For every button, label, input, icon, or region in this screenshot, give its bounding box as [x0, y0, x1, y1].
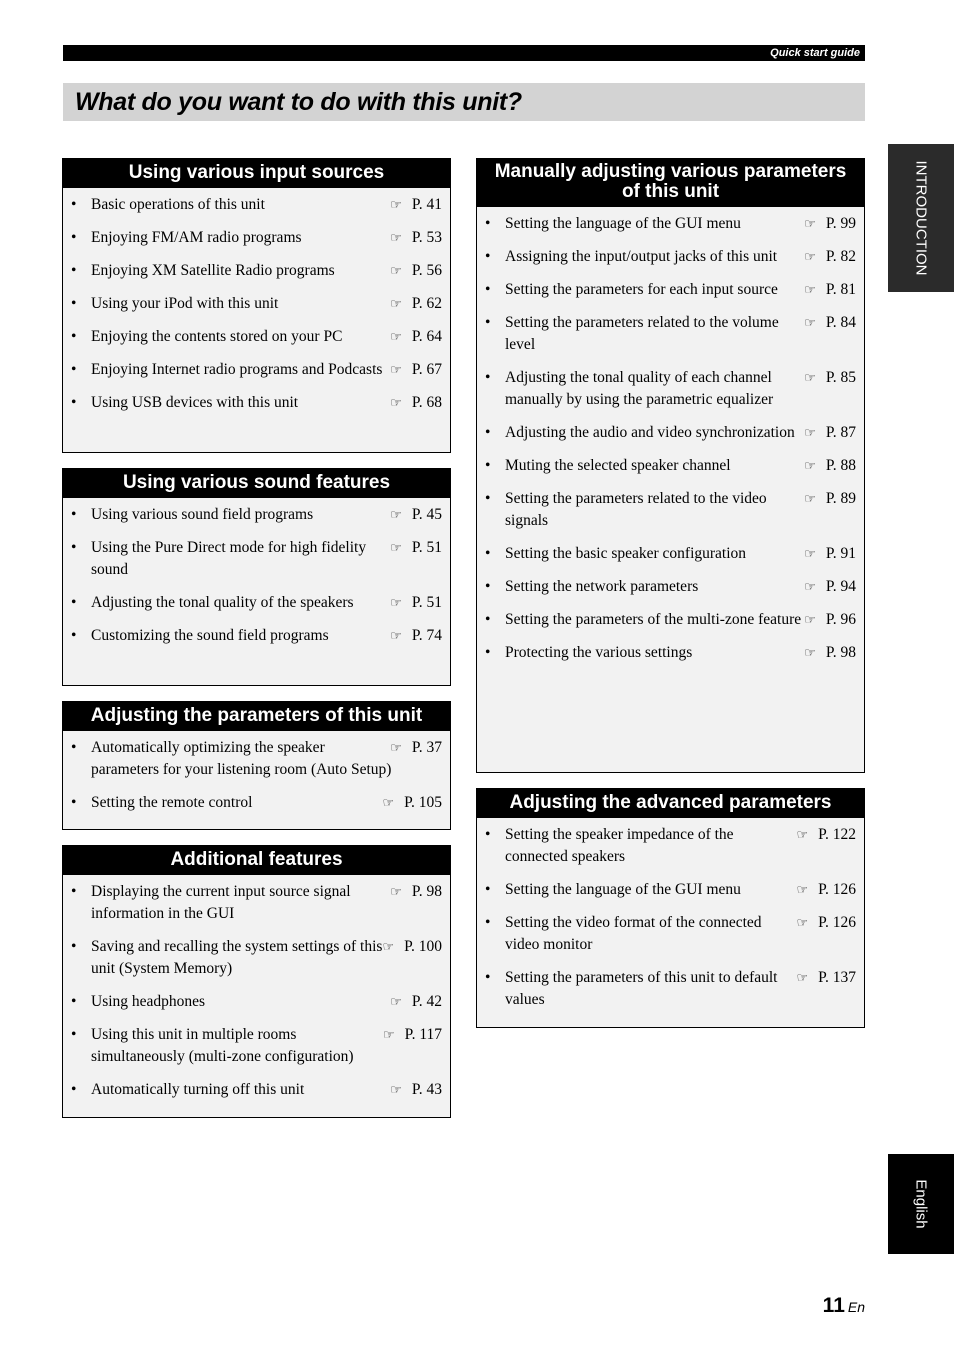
pointing-hand-icon: ☞	[804, 425, 816, 440]
item-text: Using the Pure Direct mode for high fidelity sound	[91, 539, 367, 578]
bullet: •	[485, 611, 491, 628]
section-sound-features	[62, 468, 451, 686]
page-ref-number: P. 91	[825, 545, 856, 562]
item-list	[63, 188, 450, 414]
section-title: Using various sound features	[63, 469, 450, 498]
item-list	[477, 207, 864, 664]
item-text: Using your iPod with this unit	[91, 295, 279, 312]
page-ref-number: P. 41	[411, 196, 442, 213]
page-reference	[390, 504, 442, 526]
page-reference	[796, 912, 856, 934]
page-reference	[390, 537, 442, 559]
list-item	[63, 1079, 442, 1101]
pointing-hand-icon: ☞	[796, 882, 809, 897]
page-reference	[390, 194, 442, 216]
page-ref-number: P. 56	[411, 262, 442, 279]
page-reference	[804, 543, 856, 565]
list-item	[63, 792, 442, 814]
page-ref-number: P. 67	[411, 361, 442, 378]
item-text: Enjoying FM/AM radio programs	[91, 229, 302, 246]
list-item	[477, 279, 856, 301]
page-ref-number: P. 85	[825, 369, 856, 386]
bullet: •	[71, 361, 77, 378]
page-ref-number: P. 94	[825, 578, 856, 595]
pointing-hand-icon: ☞	[383, 1027, 395, 1042]
section-additional-features	[62, 845, 451, 1118]
item-text: Enjoying XM Satellite Radio programs	[91, 262, 335, 279]
item-text: Using this unit in multiple rooms simultaneously (multi-zone configuration)	[91, 1026, 354, 1065]
bullet: •	[71, 196, 77, 213]
bullet: •	[485, 881, 491, 898]
section-title: Manually adjusting various parameters of this unit	[477, 159, 864, 207]
page-reference	[796, 824, 856, 846]
item-text: Assigning the input/output jacks of this unit	[505, 248, 778, 265]
page-reference	[390, 392, 442, 414]
item-text: Setting the parameters for each input source	[505, 281, 778, 298]
page-ref-number: P. 37	[411, 739, 442, 756]
page-ref-number: P. 53	[411, 229, 442, 246]
bullet: •	[71, 262, 77, 279]
page-ref-number: P. 96	[825, 611, 856, 628]
page-reference	[382, 792, 442, 814]
page-ref-number: P. 81	[825, 281, 856, 298]
bullet: •	[71, 739, 77, 756]
page-reference	[804, 422, 856, 444]
item-text: Setting the basic speaker configuration	[505, 545, 747, 562]
pointing-hand-icon: ☞	[796, 827, 809, 842]
pointing-hand-icon: ☞	[390, 507, 402, 522]
page-ref-number: P. 89	[825, 490, 856, 507]
item-text: Muting the selected speaker channel	[505, 457, 731, 474]
page-ref-number: P. 87	[825, 424, 856, 441]
page-reference	[390, 881, 442, 903]
page-reference	[804, 312, 856, 334]
page-reference	[382, 936, 442, 958]
page-number	[823, 1294, 865, 1318]
page-ref-number: P. 99	[825, 215, 856, 232]
item-text: Adjusting the audio and video synchronization	[505, 424, 795, 441]
list-item	[63, 881, 442, 925]
list-item	[477, 246, 856, 268]
pointing-hand-icon: ☞	[390, 362, 402, 377]
guide-label: Quick start guide	[770, 47, 860, 59]
page-reference	[804, 642, 856, 664]
page-reference	[804, 246, 856, 268]
bullet: •	[71, 394, 77, 411]
bullet: •	[485, 545, 491, 562]
bullet: •	[485, 215, 491, 232]
page-ref-number: P. 42	[411, 993, 442, 1010]
item-text: Setting the parameters of the multi-zone feature	[505, 611, 802, 628]
pointing-hand-icon: ☞	[382, 939, 395, 954]
page-ref-number: P. 137	[818, 969, 856, 986]
item-text: Setting the parameters related to the video signals	[505, 490, 767, 529]
page-reference	[796, 967, 856, 989]
page-ref-number: P. 126	[818, 914, 856, 931]
page-reference	[390, 293, 442, 315]
page-language: En	[847, 1299, 865, 1315]
bullet: •	[71, 295, 77, 312]
page-ref-number: P. 51	[411, 594, 442, 611]
bullet: •	[485, 424, 491, 441]
page-reference	[390, 592, 442, 614]
bullet: •	[71, 794, 77, 811]
tab-introduction-label: INTRODUCTION	[912, 160, 930, 276]
pointing-hand-icon: ☞	[804, 458, 816, 473]
bullet: •	[71, 1026, 77, 1043]
pointing-hand-icon: ☞	[390, 540, 402, 555]
item-text: Automatically turning off this unit	[91, 1081, 305, 1098]
page-ref-number: P. 62	[411, 295, 442, 312]
page-reference	[390, 625, 442, 647]
page-ref-number: P. 82	[825, 248, 856, 265]
list-item	[477, 367, 856, 411]
item-text: Using USB devices with this unit	[91, 394, 299, 411]
item-text: Setting the video format of the connected video monitor	[505, 914, 762, 953]
list-item	[63, 359, 442, 381]
item-text: Setting the language of the GUI menu	[505, 215, 741, 232]
bullet: •	[485, 248, 491, 265]
pointing-hand-icon: ☞	[390, 230, 402, 245]
list-item	[477, 609, 856, 631]
pointing-hand-icon: ☞	[382, 795, 395, 810]
list-item	[477, 879, 856, 901]
section-input-sources	[62, 158, 451, 453]
pointing-hand-icon: ☞	[390, 884, 402, 899]
page-ref-number: P. 122	[818, 826, 856, 843]
page-title: What do you want to do with this unit?	[63, 83, 865, 121]
pointing-hand-icon: ☞	[796, 970, 809, 985]
list-item	[63, 293, 442, 315]
item-text: Setting the parameters related to the volume level	[505, 314, 779, 353]
pointing-hand-icon: ☞	[804, 249, 816, 264]
tab-english-label: English	[912, 1179, 930, 1229]
pointing-hand-icon: ☞	[390, 595, 402, 610]
list-item	[477, 455, 856, 477]
bullet: •	[71, 229, 77, 246]
list-item	[477, 642, 856, 664]
page-number-value: 11	[822, 1294, 845, 1317]
bullet: •	[485, 826, 491, 843]
list-item	[477, 824, 856, 868]
bullet: •	[485, 914, 491, 931]
pointing-hand-icon: ☞	[804, 216, 816, 231]
pointing-hand-icon: ☞	[390, 329, 402, 344]
section-unit-parameters	[62, 701, 451, 830]
bullet: •	[485, 644, 491, 661]
page-reference	[796, 879, 856, 901]
list-item	[477, 967, 856, 1011]
list-item	[63, 260, 442, 282]
tab-introduction[interactable]	[888, 144, 954, 292]
page-reference	[804, 576, 856, 598]
bullet: •	[485, 969, 491, 986]
bullet: •	[71, 627, 77, 644]
item-text: Using various sound field programs	[91, 506, 314, 523]
tab-english[interactable]	[888, 1154, 954, 1254]
list-item	[63, 326, 442, 348]
pointing-hand-icon: ☞	[390, 994, 402, 1009]
item-text: Using headphones	[91, 993, 206, 1010]
item-text: Setting the parameters of this unit to default values	[505, 969, 778, 1008]
list-item	[63, 537, 442, 581]
section-title: Adjusting the parameters of this unit	[63, 702, 450, 731]
item-text: Saving and recalling the system settings of this unit (System Memory)	[91, 938, 383, 977]
list-item	[477, 543, 856, 565]
list-item	[477, 422, 856, 444]
page-reference	[390, 737, 442, 759]
item-list	[63, 875, 450, 1101]
item-text: Setting the remote control	[91, 794, 253, 811]
page-ref-number: P. 84	[825, 314, 856, 331]
list-item	[63, 592, 442, 614]
section-manual-adjust	[476, 158, 865, 773]
page-ref-number: P. 117	[404, 1026, 442, 1043]
page-reference	[804, 213, 856, 235]
bullet: •	[71, 1081, 77, 1098]
bullet: •	[485, 281, 491, 298]
item-text: Adjusting the tonal quality of each channel manually by using the parametric equalizer	[505, 369, 774, 408]
page-reference	[390, 1079, 442, 1101]
list-item	[63, 936, 442, 980]
bullet: •	[71, 883, 77, 900]
item-text: Customizing the sound field programs	[91, 627, 329, 644]
list-item	[63, 227, 442, 249]
pointing-hand-icon: ☞	[804, 546, 816, 561]
bullet: •	[71, 506, 77, 523]
pointing-hand-icon: ☞	[796, 915, 809, 930]
page-ref-number: P. 74	[411, 627, 442, 644]
page-reference	[804, 609, 856, 631]
pointing-hand-icon: ☞	[390, 263, 402, 278]
page-reference	[804, 279, 856, 301]
page-ref-number: P. 126	[818, 881, 856, 898]
page-reference	[383, 1024, 442, 1046]
page-reference	[804, 367, 856, 389]
item-text: Enjoying Internet radio programs and Podcasts	[91, 361, 383, 378]
bullet: •	[71, 328, 77, 345]
bullet: •	[485, 578, 491, 595]
guide-label-bar	[63, 45, 865, 61]
page-ref-number: P. 100	[404, 938, 442, 955]
pointing-hand-icon: ☞	[390, 740, 402, 755]
pointing-hand-icon: ☞	[804, 645, 816, 660]
item-text: Automatically optimizing the speaker parameters for your listening room (Auto Setup)	[91, 739, 392, 778]
list-item	[477, 912, 856, 956]
page-reference	[390, 260, 442, 282]
item-text: Setting the speaker impedance of the connected speakers	[505, 826, 734, 865]
bullet: •	[485, 369, 491, 386]
list-item	[63, 991, 442, 1013]
pointing-hand-icon: ☞	[390, 395, 402, 410]
bullet: •	[71, 993, 77, 1010]
bullet: •	[71, 539, 77, 556]
list-item	[63, 194, 442, 216]
pointing-hand-icon: ☞	[390, 1082, 402, 1097]
item-text: Enjoying the contents stored on your PC	[91, 328, 343, 345]
page-reference	[390, 326, 442, 348]
page-reference	[390, 359, 442, 381]
item-text: Setting the network parameters	[505, 578, 699, 595]
list-item	[477, 312, 856, 356]
bullet: •	[71, 938, 77, 955]
item-list	[477, 818, 864, 1011]
pointing-hand-icon: ☞	[804, 282, 816, 297]
page-reference	[804, 455, 856, 477]
page-ref-number: P. 51	[411, 539, 442, 556]
item-list	[63, 731, 450, 814]
page-ref-number: P. 64	[411, 328, 442, 345]
page-reference	[390, 227, 442, 249]
page-ref-number: P. 45	[411, 506, 442, 523]
list-item	[477, 213, 856, 235]
page-reference	[804, 488, 856, 510]
list-item	[63, 1024, 442, 1068]
pointing-hand-icon: ☞	[390, 628, 402, 643]
pointing-hand-icon: ☞	[390, 197, 402, 212]
pointing-hand-icon: ☞	[804, 370, 816, 385]
list-item	[63, 504, 442, 526]
page-ref-number: P. 98	[411, 883, 442, 900]
pointing-hand-icon: ☞	[390, 296, 402, 311]
page-reference	[390, 991, 442, 1013]
section-title: Using various input sources	[63, 159, 450, 188]
item-text: Protecting the various settings	[505, 644, 693, 661]
item-text: Displaying the current input source signal information in the GUI	[91, 883, 351, 922]
bullet: •	[485, 490, 491, 507]
item-text: Adjusting the tonal quality of the speakers	[91, 594, 354, 611]
list-item	[477, 488, 856, 532]
item-text: Setting the language of the GUI menu	[505, 881, 741, 898]
list-item	[63, 625, 442, 647]
section-title: Adjusting the advanced parameters	[477, 789, 864, 818]
list-item	[477, 576, 856, 598]
section-advanced	[476, 788, 865, 1028]
bullet: •	[71, 594, 77, 611]
section-title: Additional features	[63, 846, 450, 875]
page-ref-number: P. 88	[825, 457, 856, 474]
page-ref-number: P. 68	[411, 394, 442, 411]
item-list	[63, 498, 450, 647]
bullet: •	[485, 457, 491, 474]
bullet: •	[485, 314, 491, 331]
page-ref-number: P. 98	[825, 644, 856, 661]
pointing-hand-icon: ☞	[804, 315, 816, 330]
list-item	[63, 392, 442, 414]
list-item	[63, 737, 442, 781]
pointing-hand-icon: ☞	[804, 491, 816, 506]
page-ref-number: P. 105	[404, 794, 442, 811]
page-ref-number: P. 43	[411, 1081, 442, 1098]
pointing-hand-icon: ☞	[804, 579, 816, 594]
pointing-hand-icon: ☞	[804, 612, 816, 627]
item-text: Basic operations of this unit	[91, 196, 265, 213]
